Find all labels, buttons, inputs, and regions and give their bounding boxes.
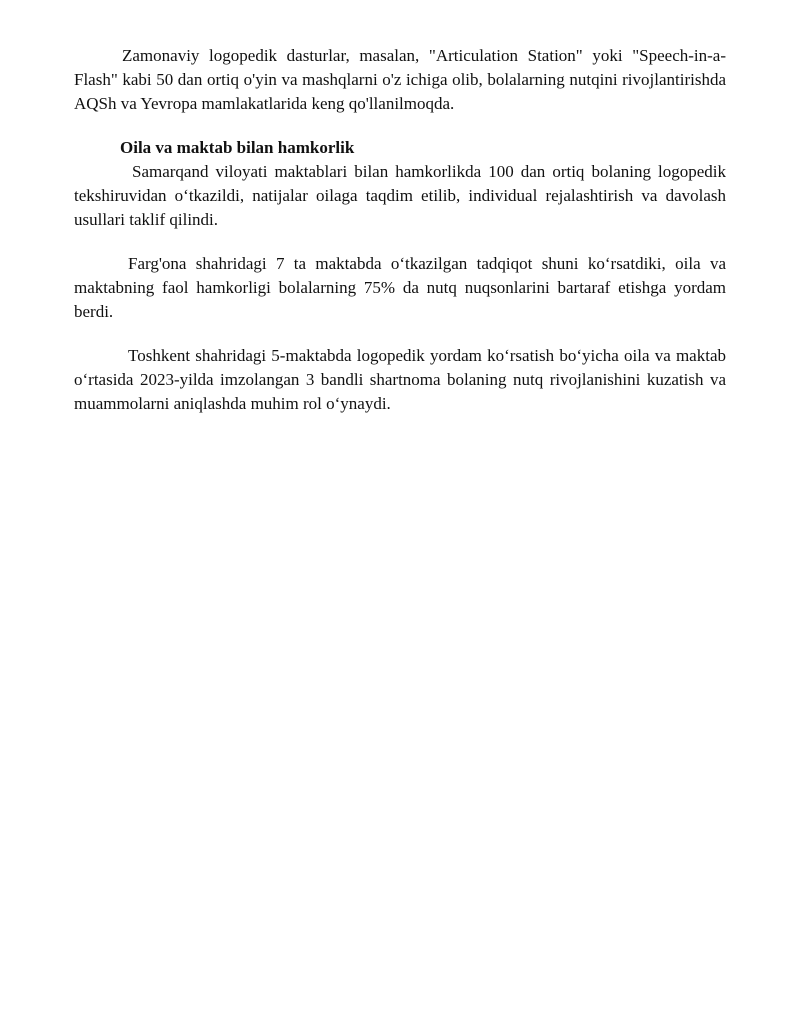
section-heading: Oila va maktab bilan hamkorlik: [120, 138, 355, 157]
document-page: [74, 44, 726, 416]
paragraph-fargona: Farg'ona shahridagi 7 ta maktabda oʻtkazilgan tadqiqot shuni koʻrsatdiki, oila va maktabning faol hamkorligi bolalarning 75% da nutq nuqsonlarini bartaraf etishga yordam berdi.: [74, 254, 726, 321]
paragraph-toshkent: Toshkent shahridagi 5-maktabda logopedik yordam koʻrsatish boʻyicha oila va maktab oʻrtasida 2023-yilda imzolangan 3 bandli shartnoma bolaning nutq rivojlanishini kuzatish va muammolarni aniqlashda muhim rol oʻynaydi.: [74, 346, 726, 413]
paragraph-samarqand: Samarqand viloyati maktablari bilan hamkorlikda 100 dan ortiq bolaning logopedik tekshiruvidan oʻtkazildi, natijalar oilaga taqdim etilib, individual rejalashtirish va davolash usullari taklif qilindi.: [74, 162, 726, 229]
paragraph-modern-programs: Zamonaviy logopedik dasturlar, masalan, "Articulation Station" yoki "Speech-in-a-Flash" kabi 50 dan ortiq o'yin va mashqlarni o'z ichiga olib, bolalarning nutqini rivojlantirishda AQSh va Yevropa mamlakatlarida keng qo'llanilmoqda.: [74, 46, 726, 113]
